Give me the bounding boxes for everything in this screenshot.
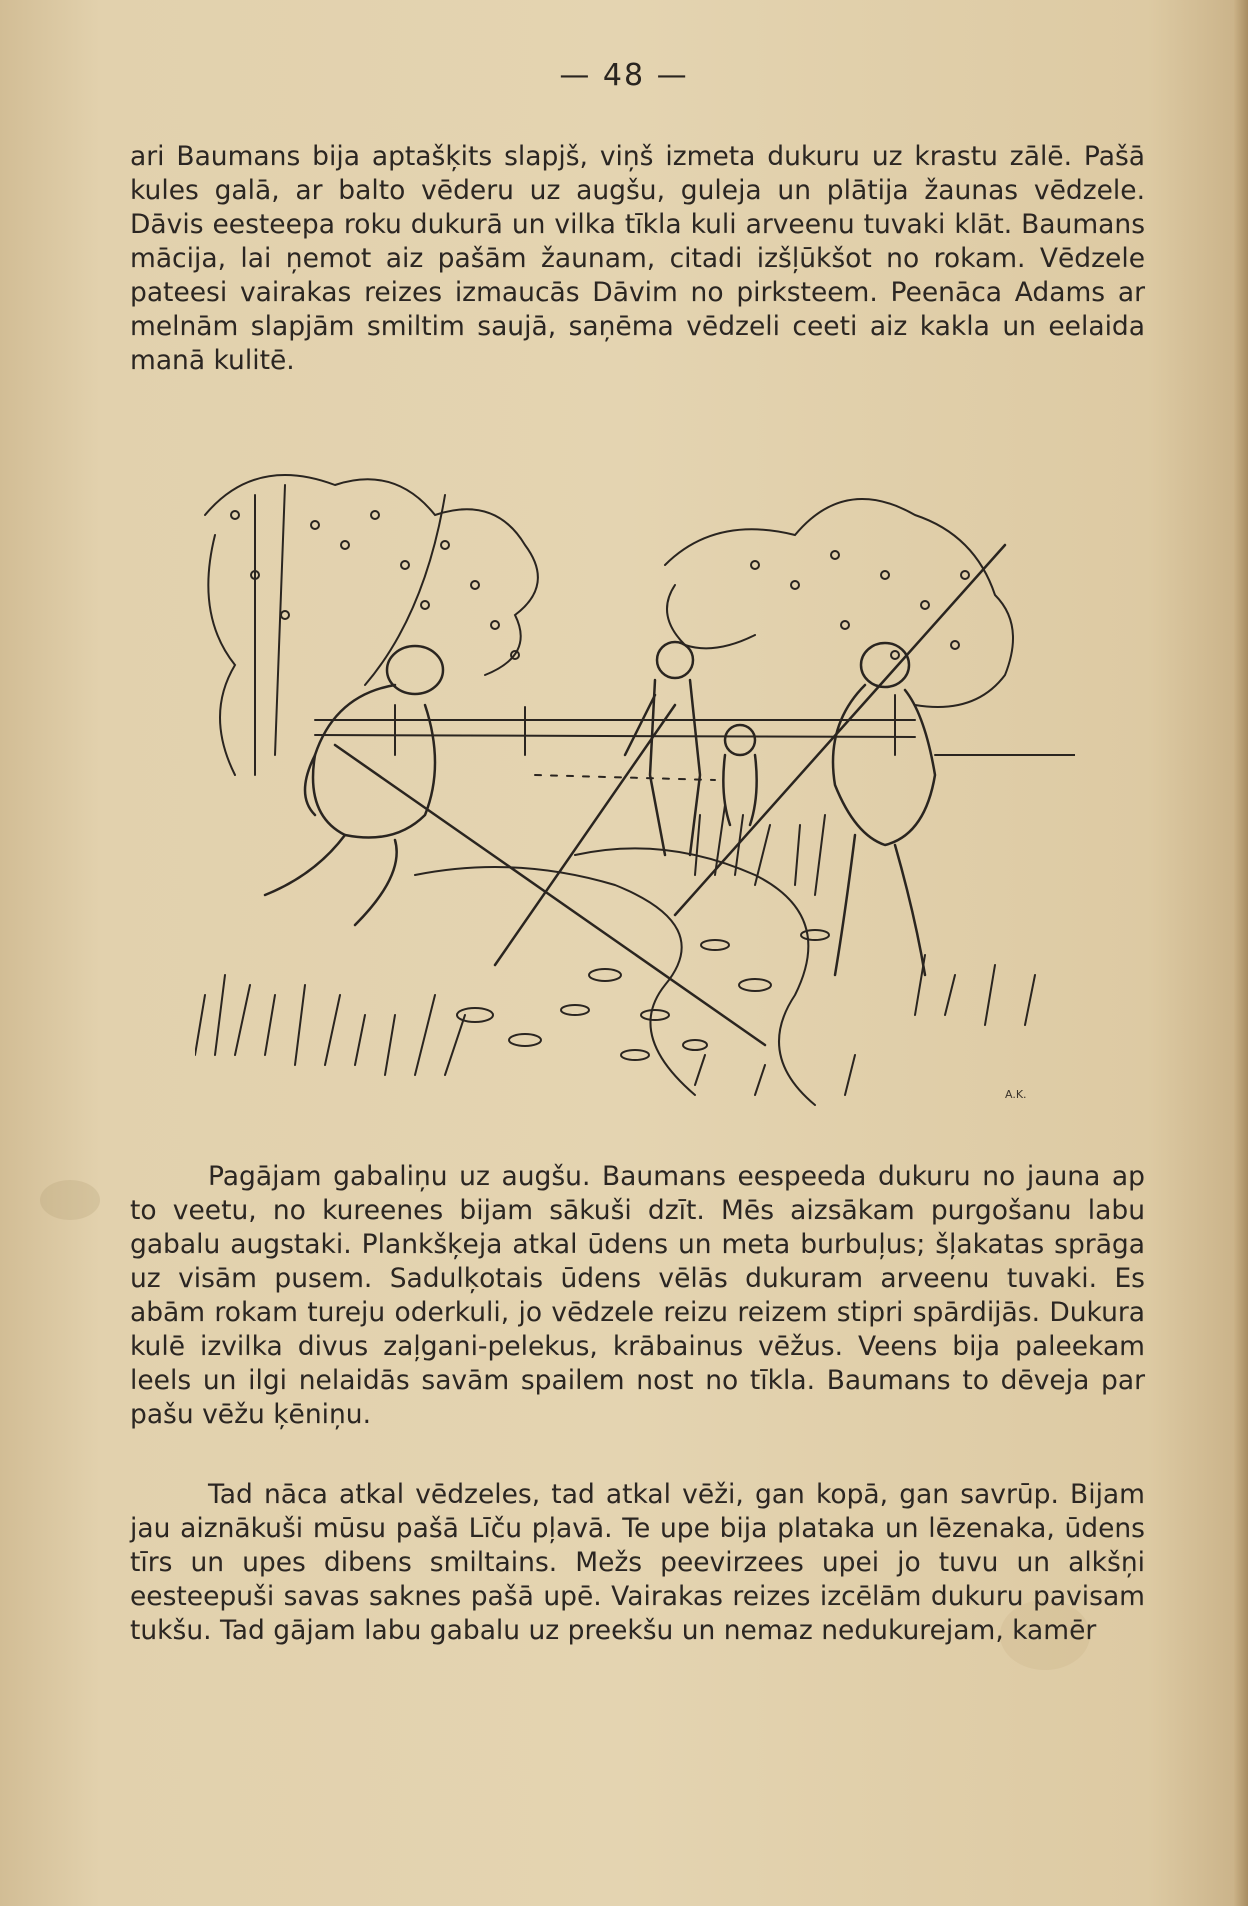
- figure-child: [723, 725, 756, 825]
- figure-middle-man: [495, 642, 700, 965]
- paragraph-bottom: [130, 1478, 1145, 1648]
- paragraph-text: Tad nāca atkal vēdzeles, tad atkal vēži, gan kopā, gan savrūp. Bijam jau aiznākuši mūsu pašā Līču pļavā. Te upe bija plataka un lēzenaka, ūdens tīrs un upes dibens smiltains. Mežs peevirzees upei jo tuvu un alkšņi eesteepuši savas saknes pašā upē. Vairakas reizes izcēlām dukuru pavisam tukšu. Tad gājam labu gabalu uz preekšu un nemaz nedukurejam, kamēr: [130, 1479, 1145, 1646]
- paper-stain: [40, 1180, 100, 1220]
- page-edge: [1234, 0, 1248, 1906]
- river-fishing-illustration: [195, 455, 1075, 1115]
- page-number: — 48 —: [559, 58, 689, 93]
- right-tree-foliage: [665, 499, 1013, 707]
- paragraph-text: Pagājam gabaliņu uz augšu. Baumans eespeeda dukuru no jauna ap to veetu, no kureenes bijam sākuši dzīt. Mēs aizsākam purgošanu labu gabalu augstaki. Plankšķeja atkal ūdens un meta burbuļus; šļakatas sprāga uz visām pusem. Sadulķotais ūdens vēlās dukuram arveenu tuvaki. Es abām rokam tureju oderkuli, jo vēdzele reizu reizem stipri spārdijās. Dukura kulē izvilka divus zaļgani-pelekus, krābainus vēžus. Veens bija paleekam leels un ilgi nelaidās savām spailem nost no tīkla. Baumans to dēveja par pašu vēžu ķēniņu.: [130, 1161, 1145, 1430]
- artist-signature: A.K.: [1005, 1088, 1027, 1101]
- stream: [415, 848, 829, 1105]
- left-tree-foliage: [205, 475, 538, 775]
- paragraph-top: [130, 140, 1145, 378]
- paragraph-text: ari Baumans bija aptašķits slapjš, viņš izmeta dukuru uz krastu zālē. Pašā kules galā, ar balto vēderu uz augšu, guleja un plātija žaunas vēdzele. Dāvis eesteepa roku dukurā un vilka tīkla kuli arveenu tuvaki klāt. Baumans mācija, lai ņemot aiz pašām žaunam, citadi izšļūkšot no rokam. Vēdzele pateesi vairakas reizes izmaucās Dāvim no pirksteem. Peenāca Adams ar melnām slapjām smiltim saujā, saņēma vēdzeli ceeti aiz kakla un eelaida manā kulitē.: [130, 141, 1145, 376]
- paragraph-middle: [130, 1160, 1145, 1432]
